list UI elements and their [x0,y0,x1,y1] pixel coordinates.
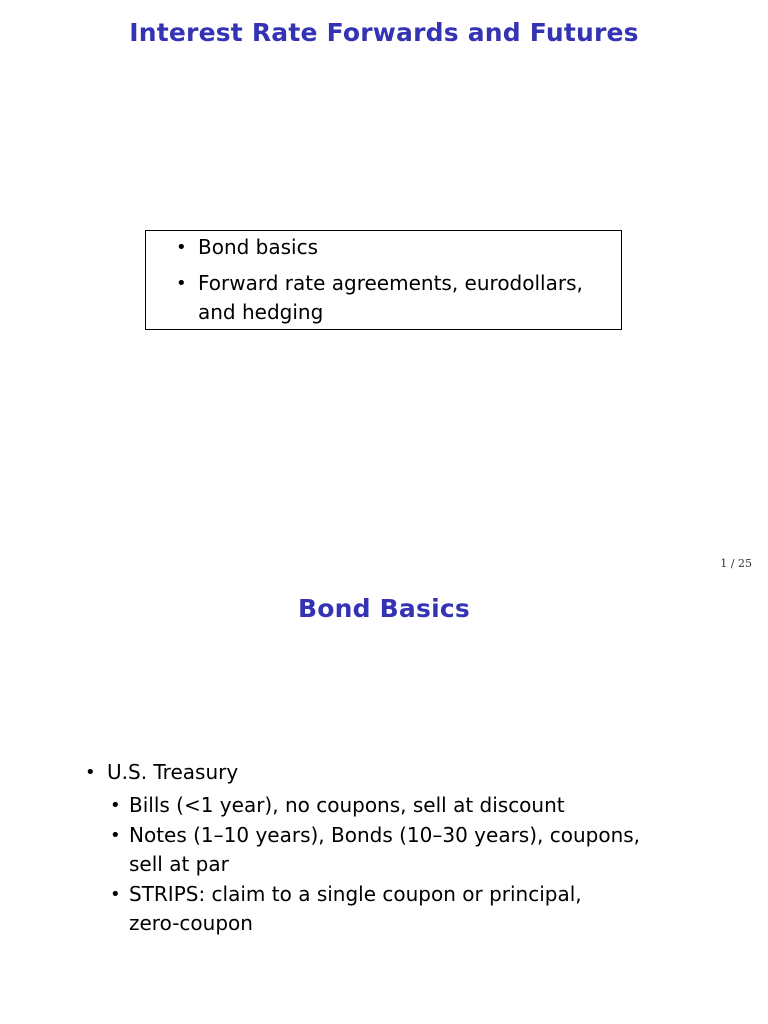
sub-item-text-line-1: STRIPS: claim to a single coupon or principal, [129,882,582,906]
content-list [80,758,740,938]
outline-item-text-line-2: and hedging [198,300,324,324]
slide-title: Bond Basics [298,594,470,623]
slide-title: Interest Rate Forwards and Futures [129,18,639,47]
outline-item-text-line-1: Forward rate agreements, eurodollars, [198,271,583,295]
sub-item-notes-bonds [107,821,740,879]
outline-list [146,231,621,327]
bullet-icon: • [110,795,121,816]
outline-item-text: Bond basics [198,235,319,259]
list-item-us-treasury [80,758,740,938]
sub-item-text: Bills (<1 year), no coupons, sell at discount [129,793,565,817]
outline-box [145,230,622,330]
sub-item-text-line-1: Notes (1–10 years), Bonds (10–30 years), coupons, [129,823,641,847]
slide-2 [0,576,768,1024]
sub-item-bills [107,791,740,820]
sub-item-strips [107,880,740,938]
page-number: 1 / 25 [720,557,752,570]
sub-item-text-line-2: zero-coupon [129,911,253,935]
sub-list [107,791,740,938]
bullet-icon: • [176,237,187,258]
sub-item-text-line-2: sell at par [129,852,229,876]
bullet-icon: • [85,762,96,783]
outline-item-forward-rate [146,269,621,327]
bullet-icon: • [110,825,121,846]
list-item-text: U.S. Treasury [107,760,239,784]
bullet-icon: • [176,273,187,294]
bullet-icon: • [110,884,121,905]
outline-item-bond-basics [146,233,621,262]
